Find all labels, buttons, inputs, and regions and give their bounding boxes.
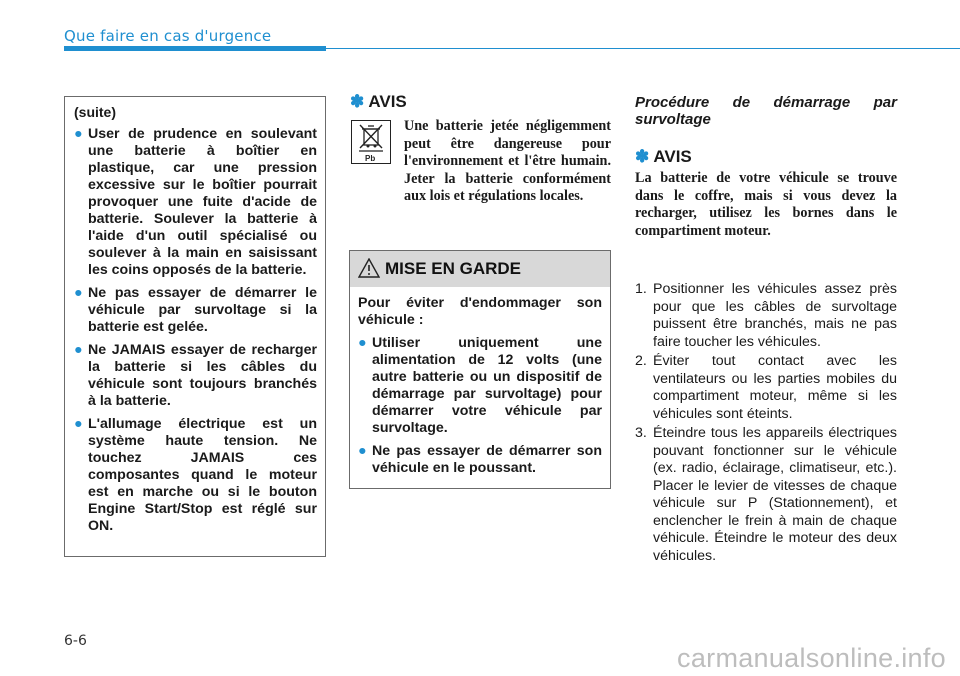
procedure-avis-text: La batterie de votre véhicule se trouve dans le coffre, mais si vous devez la recharger, utilisez les bornes dans le compartiment moteur. bbox=[635, 170, 897, 239]
header-rule-thick bbox=[64, 46, 326, 51]
list-item: 2. Éviter tout contact avec les ventilateurs ou les parties mobiles du compartiment moteur, même si les véhicules sont éteints. bbox=[635, 353, 897, 422]
star-icon: ✽ bbox=[350, 92, 365, 111]
caution-header bbox=[350, 251, 610, 287]
warning-triangle-icon bbox=[358, 258, 380, 278]
bullet-icon: ● bbox=[358, 443, 367, 459]
header-rule-thin bbox=[326, 48, 960, 49]
caution-list bbox=[358, 335, 602, 477]
watermark: carmanualsonline.info bbox=[677, 643, 946, 673]
list-item: ● Ne pas essayer de démarrer le véhicule par survoltage si la batterie est gelée. bbox=[74, 285, 317, 335]
procedure-title: Procédure de démarrage par survoltage bbox=[635, 94, 897, 128]
star-icon: ✽ bbox=[635, 147, 650, 166]
svg-text:Pb: Pb bbox=[365, 154, 376, 163]
list-item: ● Ne JAMAIS essayer de recharger la batterie si les câbles du véhicule sont toujours branchés à la batterie. bbox=[74, 342, 317, 409]
procedure-steps bbox=[635, 281, 897, 567]
continued-warning-box bbox=[64, 96, 326, 557]
caution-label: MISE EN GARDE bbox=[385, 259, 522, 278]
list-item: 3. Éteindre tous les appareils électriques pouvant fonctionner sur le véhicule (ex. radio, éclairage, climatiseur, etc.). Placer le levier de vitesses de chaque véhicule sur P (Stationnement), et enclencher le frein à main de chaque véhicule. Éteindre le moteur des deux véhicules. bbox=[635, 425, 897, 564]
caution-intro: Pour éviter d'endommager son véhicule : bbox=[358, 295, 602, 328]
warning-list bbox=[74, 126, 317, 535]
avis-heading: ✽ AVIS bbox=[350, 92, 407, 111]
caution-box bbox=[349, 250, 611, 489]
section-title: Que faire en cas d'urgence bbox=[64, 27, 272, 45]
list-item: ● L'allumage électrique est un système haute tension. Ne touchez JAMAIS ces composantes quand le moteur est en marche ou si le bouton Engine Start/Stop est réglé sur ON. bbox=[74, 416, 317, 534]
procedure-avis-heading: ✽ AVIS bbox=[635, 147, 692, 166]
list-item: ● User de prudence en soulevant une batterie à boîtier en plastique, car une pression excessive sur le boîtier pourrait provoquer une fuite d'acide de batterie. Soulever la batterie à l'aide d'un outil spécialisé ou soulever à la main en saisissant les coins opposés de la batterie. bbox=[74, 126, 317, 278]
bullet-icon: ● bbox=[74, 126, 83, 142]
caution-body bbox=[350, 287, 610, 477]
avis-disposal-text: Une batterie jetée négligemment peut être dangereuse pour l'environnement et l'être humain. Jeter la batterie conformément aux lois et régulations locales. bbox=[404, 118, 611, 204]
bullet-icon: ● bbox=[74, 416, 83, 432]
bullet-icon: ● bbox=[74, 342, 83, 358]
list-item: ● Utiliser uniquement une alimentation de 12 volts (une autre batterie ou un dispositif de démarrage par survoltage) pour démarrer votre véhicule par survoltage. bbox=[358, 335, 602, 436]
battery-disposal-icon bbox=[351, 120, 391, 164]
list-item: ● Ne pas essayer de démarrer son véhicule en le poussant. bbox=[358, 443, 602, 476]
list-item: 1. Positionner les véhicules assez près pour que les câbles de survoltage puissent être branchés, mais ne pas faire toucher les véhicules. bbox=[635, 281, 897, 350]
bullet-icon: ● bbox=[74, 285, 83, 301]
bullet-icon: ● bbox=[358, 335, 367, 351]
suite-label: (suite) bbox=[74, 104, 116, 120]
page-number: 6-6 bbox=[64, 633, 87, 649]
